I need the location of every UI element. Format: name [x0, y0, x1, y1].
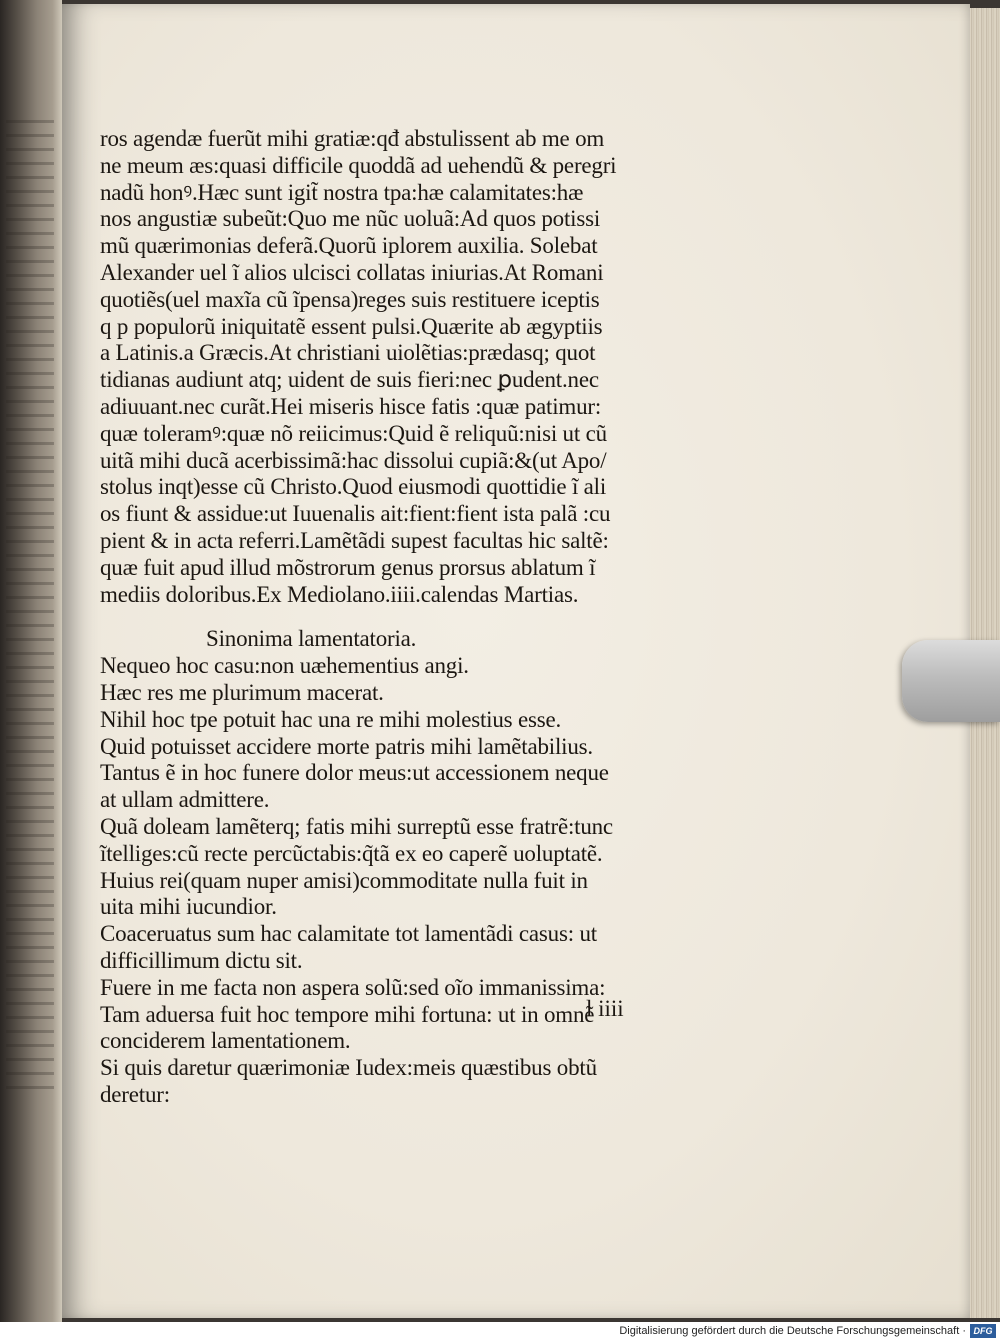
left-page-text-remnant	[6, 120, 54, 1100]
synonym-line: Tantus ẽ in hoc funere dolor meus:ut accessionem neque	[100, 760, 609, 786]
text-line: uitã mihi ducã acerbissimã:hac dissolui cupiã:&(ut Apo/	[100, 447, 607, 473]
text-line: quæ fuit apud illud mõstrorum genus prorsus ablatum ĩ	[100, 554, 596, 580]
section-heading: Sinonima lamentatoria.	[206, 626, 417, 652]
text-block	[100, 126, 680, 1109]
text-line: adiuuant.nec curãt.Hei miseris hisce fatis :quæ patimur:	[100, 393, 602, 419]
synonym-line: Quã doleam lamẽterq; fatis mihi surreptũ esse fratrẽ:tunc	[100, 813, 613, 839]
synonym-line: Nequeo hoc casu:non uæhementius angi.	[100, 653, 469, 679]
synonym-line: Hæc res me plurimum macerat.	[100, 679, 384, 705]
text-line: tidianas audiunt atq; uident de suis fieri:nec ꝑudent.nec	[100, 367, 599, 393]
footer-bar	[0, 1322, 1000, 1341]
text-line: ros agendæ fuerũt mihi gratiæ:qđ abstulissent ab me om	[100, 126, 605, 151]
text-line: pient & in acta referri.Lamẽtãdi supest facultas hic saltẽ:	[100, 527, 609, 553]
text-line: mediis doloribus.Ex Mediolano.iiii.calendas Martias.	[100, 581, 579, 607]
book-clip	[902, 640, 1000, 722]
synonym-line: Fuere in me facta non aspera solũ:sed oĩo immanissima:	[100, 974, 606, 1000]
text-line: q p populorũ iniquitatẽ essent pulsi.Quærite ab ægyptiis	[100, 313, 603, 339]
synonym-line: Coaceruatus sum hac calamitate tot lamentãdi casus: ut	[100, 921, 597, 947]
text-line: nos angustiæ subeũt:Quo me nũc uoluã:Ad quos potissi	[100, 206, 601, 232]
synonym-line: conciderem lamentationem.	[100, 1028, 351, 1054]
text-line: ne meum æs:quasi difficile quoddã ad uehendũ & peregri	[100, 152, 617, 178]
synonym-line: Si quis daretur quærimoniæ Iudex:meis quæstibus obtũ	[100, 1055, 597, 1081]
synonym-line: Nihil hoc tpe potuit hac una re mihi molestius esse.	[100, 706, 562, 732]
synonym-line: Tam aduersa fuit hoc tempore mihi fortuna: ut in omnẽ	[100, 1001, 595, 1027]
main-paragraph	[100, 126, 680, 608]
dfg-logo: DFG	[970, 1324, 996, 1338]
text-line: stolus inqt)esse cũ Christo.Quod eiusmodi quottidie ĩ ali	[100, 474, 607, 500]
synonym-line: difficillimum dictu sit.	[100, 947, 303, 973]
text-line: nadũ honꝰ.Hæc sunt igit̃ nostra tpa:hæ calamitates:hæ	[100, 179, 584, 205]
text-line: a Latinis.a Græcis.At christiani uiolẽtias:prædasq; quot	[100, 340, 596, 366]
text-line: quotiẽs(uel maxĩa cũ ĩpensa)reges suis restituere iceptis	[100, 286, 600, 312]
synonym-line: Huius rei(quam nuper amisi)commoditate nulla fuit in	[100, 867, 588, 893]
section-gap	[100, 608, 680, 626]
synonym-line: Quid potuisset accidere morte patris mihi lamẽtabilius.	[100, 733, 593, 759]
text-line: os fiunt & assidue:ut Iuuenalis ait:fient:fient ista palã :cu	[100, 501, 611, 527]
synonym-line: ĩtelliges:cũ recte percũctabis:q̃tã ex eo caperẽ uoluptatẽ.	[100, 840, 603, 866]
synonym-line: uita mihi iucundior.	[100, 894, 277, 920]
footer-credit: Digitalisierung gefördert durch die Deutsche Forschungsgemeinschaft ·	[619, 1325, 966, 1337]
text-line: Alexander uel ĩ alios ulcisci collatas iniurias.At Romani	[100, 259, 604, 285]
folio-signature: l iiii	[586, 996, 624, 1021]
synonym-line: deretur:	[100, 1081, 170, 1107]
synonym-list	[100, 653, 680, 1109]
synonym-line: at ullam admittere.	[100, 787, 270, 813]
left-page-edge	[0, 0, 62, 1322]
text-line: mũ quærimonias deferã.Quorũ iplorem auxilia. Solebat	[100, 233, 598, 259]
text-line: quæ toleramꝰ:quæ nõ reiicimus:Quid ẽ reliquũ:nisi ut cũ	[100, 420, 607, 446]
